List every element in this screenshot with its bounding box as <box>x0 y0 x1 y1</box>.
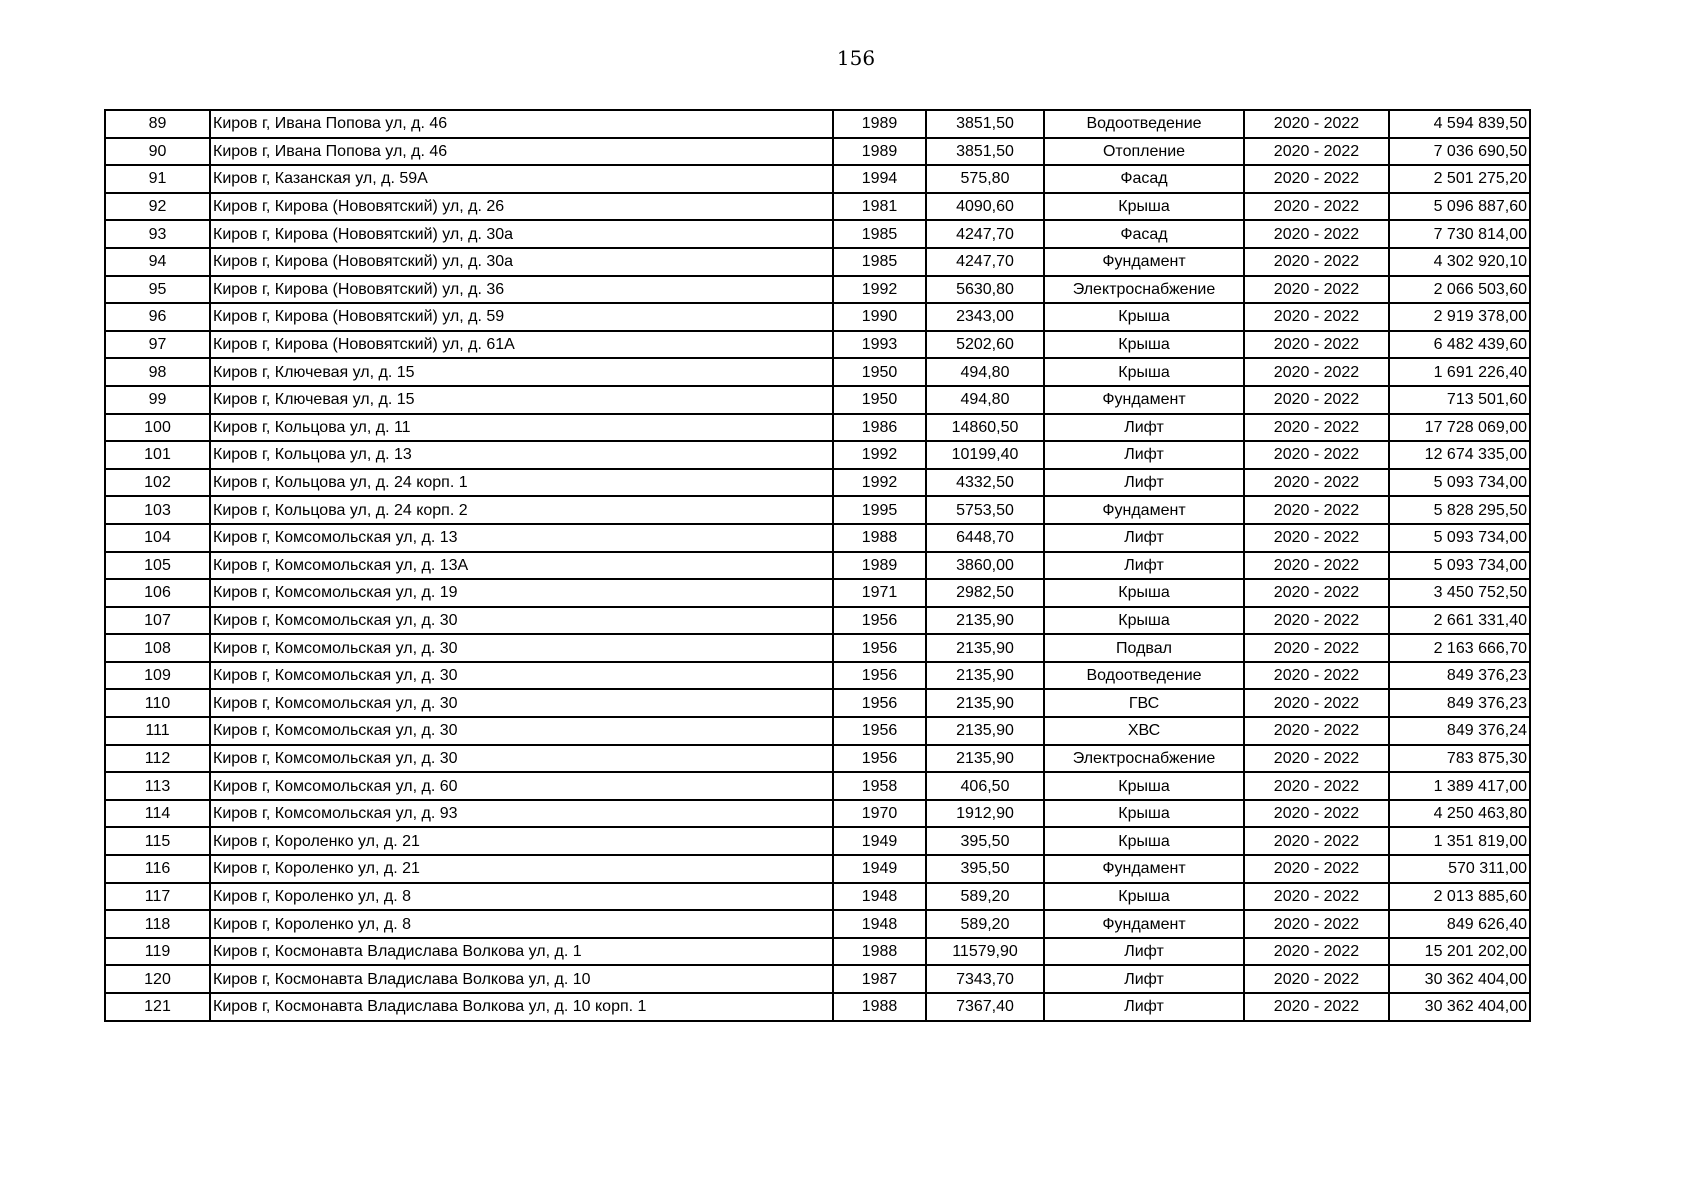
cost-cell: 5 828 295,50 <box>1389 496 1530 524</box>
row-number-cell: 95 <box>105 276 210 304</box>
cost-cell: 849 376,24 <box>1389 717 1530 745</box>
area-cell: 2135,90 <box>926 662 1044 690</box>
build-year-cell: 1981 <box>833 193 926 221</box>
build-year-cell: 1988 <box>833 938 926 966</box>
table-row <box>105 772 1530 800</box>
table-row <box>105 745 1530 773</box>
work-type-cell: Фасад <box>1044 220 1244 248</box>
table-row <box>105 358 1530 386</box>
build-year-cell: 1950 <box>833 386 926 414</box>
build-year-cell: 1992 <box>833 441 926 469</box>
table-row <box>105 552 1530 580</box>
row-number-cell: 119 <box>105 938 210 966</box>
area-cell: 2135,90 <box>926 689 1044 717</box>
row-number-cell: 112 <box>105 745 210 773</box>
period-cell: 2020 - 2022 <box>1244 358 1389 386</box>
build-year-cell: 1992 <box>833 276 926 304</box>
work-type-cell: Лифт <box>1044 441 1244 469</box>
row-number-cell: 93 <box>105 220 210 248</box>
period-cell: 2020 - 2022 <box>1244 138 1389 166</box>
row-number-cell: 98 <box>105 358 210 386</box>
table-row <box>105 634 1530 662</box>
register-table <box>104 109 1531 1022</box>
row-number-cell: 104 <box>105 524 210 552</box>
address-cell: Киров г, Кольцова ул, д. 24 корп. 2 <box>210 496 833 524</box>
build-year-cell: 1956 <box>833 662 926 690</box>
work-type-cell: Лифт <box>1044 965 1244 993</box>
work-type-cell: ХВС <box>1044 717 1244 745</box>
period-cell: 2020 - 2022 <box>1244 772 1389 800</box>
table-row <box>105 469 1530 497</box>
area-cell: 4247,70 <box>926 220 1044 248</box>
cost-cell: 4 302 920,10 <box>1389 248 1530 276</box>
work-type-cell: Крыша <box>1044 193 1244 221</box>
table-row <box>105 993 1530 1021</box>
area-cell: 7367,40 <box>926 993 1044 1021</box>
row-number-cell: 115 <box>105 827 210 855</box>
build-year-cell: 1985 <box>833 220 926 248</box>
row-number-cell: 89 <box>105 110 210 138</box>
area-cell: 4090,60 <box>926 193 1044 221</box>
table-row <box>105 110 1530 138</box>
work-type-cell: Фундамент <box>1044 910 1244 938</box>
period-cell: 2020 - 2022 <box>1244 910 1389 938</box>
address-cell: Киров г, Короленко ул, д. 8 <box>210 910 833 938</box>
work-type-cell: Фасад <box>1044 165 1244 193</box>
table-row <box>105 524 1530 552</box>
area-cell: 1912,90 <box>926 800 1044 828</box>
address-cell: Киров г, Комсомольская ул, д. 30 <box>210 634 833 662</box>
build-year-cell: 1987 <box>833 965 926 993</box>
address-cell: Киров г, Комсомольская ул, д. 13 <box>210 524 833 552</box>
area-cell: 6448,70 <box>926 524 1044 552</box>
work-type-cell: Водоотведение <box>1044 662 1244 690</box>
address-cell: Киров г, Комсомольская ул, д. 30 <box>210 717 833 745</box>
area-cell: 2343,00 <box>926 303 1044 331</box>
build-year-cell: 1990 <box>833 303 926 331</box>
cost-cell: 30 362 404,00 <box>1389 993 1530 1021</box>
area-cell: 11579,90 <box>926 938 1044 966</box>
period-cell: 2020 - 2022 <box>1244 993 1389 1021</box>
area-cell: 4247,70 <box>926 248 1044 276</box>
table-row <box>105 910 1530 938</box>
build-year-cell: 1993 <box>833 331 926 359</box>
area-cell: 5630,80 <box>926 276 1044 304</box>
cost-cell: 2 013 885,60 <box>1389 883 1530 911</box>
work-type-cell: Крыша <box>1044 303 1244 331</box>
table-row <box>105 441 1530 469</box>
address-cell: Киров г, Комсомольская ул, д. 30 <box>210 745 833 773</box>
period-cell: 2020 - 2022 <box>1244 883 1389 911</box>
address-cell: Киров г, Кольцова ул, д. 24 корп. 1 <box>210 469 833 497</box>
work-type-cell: Лифт <box>1044 524 1244 552</box>
cost-cell: 570 311,00 <box>1389 855 1530 883</box>
row-number-cell: 96 <box>105 303 210 331</box>
row-number-cell: 103 <box>105 496 210 524</box>
build-year-cell: 1989 <box>833 110 926 138</box>
table-body <box>105 110 1530 1021</box>
table-row <box>105 938 1530 966</box>
address-cell: Киров г, Ивана Попова ул, д. 46 <box>210 138 833 166</box>
area-cell: 4332,50 <box>926 469 1044 497</box>
cost-cell: 849 376,23 <box>1389 662 1530 690</box>
work-type-cell: Крыша <box>1044 607 1244 635</box>
period-cell: 2020 - 2022 <box>1244 110 1389 138</box>
build-year-cell: 1950 <box>833 358 926 386</box>
cost-cell: 4 594 839,50 <box>1389 110 1530 138</box>
row-number-cell: 102 <box>105 469 210 497</box>
row-number-cell: 105 <box>105 552 210 580</box>
period-cell: 2020 - 2022 <box>1244 607 1389 635</box>
row-number-cell: 92 <box>105 193 210 221</box>
build-year-cell: 1956 <box>833 745 926 773</box>
table-row <box>105 496 1530 524</box>
address-cell: Киров г, Комсомольская ул, д. 93 <box>210 800 833 828</box>
build-year-cell: 1958 <box>833 772 926 800</box>
row-number-cell: 91 <box>105 165 210 193</box>
table-row <box>105 303 1530 331</box>
period-cell: 2020 - 2022 <box>1244 552 1389 580</box>
period-cell: 2020 - 2022 <box>1244 662 1389 690</box>
row-number-cell: 110 <box>105 689 210 717</box>
address-cell: Киров г, Ивана Попова ул, д. 46 <box>210 110 833 138</box>
cost-cell: 1 351 819,00 <box>1389 827 1530 855</box>
cost-cell: 6 482 439,60 <box>1389 331 1530 359</box>
area-cell: 3860,00 <box>926 552 1044 580</box>
address-cell: Киров г, Кирова (Нововятский) ул, д. 61А <box>210 331 833 359</box>
work-type-cell: Фундамент <box>1044 855 1244 883</box>
address-cell: Киров г, Кирова (Нововятский) ул, д. 59 <box>210 303 833 331</box>
table-row <box>105 165 1530 193</box>
row-number-cell: 107 <box>105 607 210 635</box>
build-year-cell: 1988 <box>833 524 926 552</box>
period-cell: 2020 - 2022 <box>1244 855 1389 883</box>
address-cell: Киров г, Короленко ул, д. 21 <box>210 827 833 855</box>
address-cell: Киров г, Комсомольская ул, д. 30 <box>210 607 833 635</box>
build-year-cell: 1970 <box>833 800 926 828</box>
row-number-cell: 117 <box>105 883 210 911</box>
table-row <box>105 827 1530 855</box>
period-cell: 2020 - 2022 <box>1244 689 1389 717</box>
row-number-cell: 97 <box>105 331 210 359</box>
table-row <box>105 248 1530 276</box>
address-cell: Киров г, Короленко ул, д. 21 <box>210 855 833 883</box>
area-cell: 3851,50 <box>926 110 1044 138</box>
work-type-cell: Лифт <box>1044 414 1244 442</box>
period-cell: 2020 - 2022 <box>1244 745 1389 773</box>
period-cell: 2020 - 2022 <box>1244 276 1389 304</box>
row-number-cell: 90 <box>105 138 210 166</box>
address-cell: Киров г, Кольцова ул, д. 13 <box>210 441 833 469</box>
cost-cell: 12 674 335,00 <box>1389 441 1530 469</box>
work-type-cell: Подвал <box>1044 634 1244 662</box>
build-year-cell: 1994 <box>833 165 926 193</box>
cost-cell: 2 661 331,40 <box>1389 607 1530 635</box>
table-row <box>105 138 1530 166</box>
address-cell: Киров г, Комсомольская ул, д. 30 <box>210 662 833 690</box>
area-cell: 10199,40 <box>926 441 1044 469</box>
table-row <box>105 883 1530 911</box>
area-cell: 5753,50 <box>926 496 1044 524</box>
period-cell: 2020 - 2022 <box>1244 331 1389 359</box>
row-number-cell: 109 <box>105 662 210 690</box>
work-type-cell: Крыша <box>1044 331 1244 359</box>
build-year-cell: 1949 <box>833 827 926 855</box>
address-cell: Киров г, Кирова (Нововятский) ул, д. 26 <box>210 193 833 221</box>
cost-cell: 849 626,40 <box>1389 910 1530 938</box>
cost-cell: 5 093 734,00 <box>1389 552 1530 580</box>
row-number-cell: 106 <box>105 579 210 607</box>
cost-cell: 849 376,23 <box>1389 689 1530 717</box>
cost-cell: 713 501,60 <box>1389 386 1530 414</box>
work-type-cell: Крыша <box>1044 772 1244 800</box>
cost-cell: 4 250 463,80 <box>1389 800 1530 828</box>
table-row <box>105 386 1530 414</box>
build-year-cell: 1986 <box>833 414 926 442</box>
table-row <box>105 717 1530 745</box>
table-row <box>105 331 1530 359</box>
build-year-cell: 1989 <box>833 138 926 166</box>
build-year-cell: 1956 <box>833 689 926 717</box>
area-cell: 589,20 <box>926 910 1044 938</box>
address-cell: Киров г, Космонавта Владислава Волкова ул, д. 1 <box>210 938 833 966</box>
work-type-cell: Крыша <box>1044 827 1244 855</box>
address-cell: Киров г, Комсомольская ул, д. 13А <box>210 552 833 580</box>
row-number-cell: 114 <box>105 800 210 828</box>
area-cell: 494,80 <box>926 386 1044 414</box>
area-cell: 575,80 <box>926 165 1044 193</box>
build-year-cell: 1956 <box>833 717 926 745</box>
page-number: 156 <box>836 46 876 70</box>
work-type-cell: Крыша <box>1044 579 1244 607</box>
work-type-cell: Фундамент <box>1044 496 1244 524</box>
period-cell: 2020 - 2022 <box>1244 386 1389 414</box>
table-row <box>105 193 1530 221</box>
row-number-cell: 99 <box>105 386 210 414</box>
address-cell: Киров г, Комсомольская ул, д. 60 <box>210 772 833 800</box>
period-cell: 2020 - 2022 <box>1244 165 1389 193</box>
period-cell: 2020 - 2022 <box>1244 220 1389 248</box>
cost-cell: 2 163 666,70 <box>1389 634 1530 662</box>
address-cell: Киров г, Ключевая ул, д. 15 <box>210 358 833 386</box>
build-year-cell: 1988 <box>833 993 926 1021</box>
build-year-cell: 1956 <box>833 607 926 635</box>
build-year-cell: 1956 <box>833 634 926 662</box>
work-type-cell: Крыша <box>1044 358 1244 386</box>
area-cell: 3851,50 <box>926 138 1044 166</box>
area-cell: 2135,90 <box>926 634 1044 662</box>
work-type-cell: Фундамент <box>1044 386 1244 414</box>
row-number-cell: 94 <box>105 248 210 276</box>
row-number-cell: 120 <box>105 965 210 993</box>
work-type-cell: Лифт <box>1044 552 1244 580</box>
cost-cell: 15 201 202,00 <box>1389 938 1530 966</box>
address-cell: Киров г, Комсомольская ул, д. 19 <box>210 579 833 607</box>
build-year-cell: 1949 <box>833 855 926 883</box>
address-cell: Киров г, Казанская ул, д. 59А <box>210 165 833 193</box>
work-type-cell: Лифт <box>1044 993 1244 1021</box>
work-type-cell: Лифт <box>1044 938 1244 966</box>
period-cell: 2020 - 2022 <box>1244 496 1389 524</box>
cost-cell: 2 066 503,60 <box>1389 276 1530 304</box>
build-year-cell: 1971 <box>833 579 926 607</box>
cost-cell: 2 919 378,00 <box>1389 303 1530 331</box>
period-cell: 2020 - 2022 <box>1244 303 1389 331</box>
period-cell: 2020 - 2022 <box>1244 579 1389 607</box>
cost-cell: 1 389 417,00 <box>1389 772 1530 800</box>
row-number-cell: 101 <box>105 441 210 469</box>
area-cell: 395,50 <box>926 855 1044 883</box>
cost-cell: 5 093 734,00 <box>1389 469 1530 497</box>
address-cell: Киров г, Короленко ул, д. 8 <box>210 883 833 911</box>
address-cell: Киров г, Ключевая ул, д. 15 <box>210 386 833 414</box>
address-cell: Киров г, Космонавта Владислава Волкова ул, д. 10 корп. 1 <box>210 993 833 1021</box>
row-number-cell: 113 <box>105 772 210 800</box>
row-number-cell: 116 <box>105 855 210 883</box>
work-type-cell: Крыша <box>1044 800 1244 828</box>
period-cell: 2020 - 2022 <box>1244 248 1389 276</box>
table-row <box>105 689 1530 717</box>
area-cell: 494,80 <box>926 358 1044 386</box>
cost-cell: 783 875,30 <box>1389 745 1530 773</box>
area-cell: 7343,70 <box>926 965 1044 993</box>
period-cell: 2020 - 2022 <box>1244 717 1389 745</box>
work-type-cell: Фундамент <box>1044 248 1244 276</box>
area-cell: 2982,50 <box>926 579 1044 607</box>
area-cell: 2135,90 <box>926 717 1044 745</box>
table-row <box>105 579 1530 607</box>
area-cell: 2135,90 <box>926 607 1044 635</box>
row-number-cell: 100 <box>105 414 210 442</box>
period-cell: 2020 - 2022 <box>1244 414 1389 442</box>
cost-cell: 17 728 069,00 <box>1389 414 1530 442</box>
cost-cell: 2 501 275,20 <box>1389 165 1530 193</box>
period-cell: 2020 - 2022 <box>1244 193 1389 221</box>
address-cell: Киров г, Кирова (Нововятский) ул, д. 30а <box>210 248 833 276</box>
table-row <box>105 965 1530 993</box>
area-cell: 395,50 <box>926 827 1044 855</box>
area-cell: 5202,60 <box>926 331 1044 359</box>
period-cell: 2020 - 2022 <box>1244 524 1389 552</box>
row-number-cell: 108 <box>105 634 210 662</box>
row-number-cell: 111 <box>105 717 210 745</box>
area-cell: 406,50 <box>926 772 1044 800</box>
cost-cell: 7 730 814,00 <box>1389 220 1530 248</box>
table-row <box>105 800 1530 828</box>
period-cell: 2020 - 2022 <box>1244 827 1389 855</box>
build-year-cell: 1995 <box>833 496 926 524</box>
table-row <box>105 607 1530 635</box>
area-cell: 589,20 <box>926 883 1044 911</box>
build-year-cell: 1992 <box>833 469 926 497</box>
work-type-cell: Отопление <box>1044 138 1244 166</box>
table-row <box>105 414 1530 442</box>
period-cell: 2020 - 2022 <box>1244 441 1389 469</box>
cost-cell: 30 362 404,00 <box>1389 965 1530 993</box>
work-type-cell: Крыша <box>1044 883 1244 911</box>
period-cell: 2020 - 2022 <box>1244 634 1389 662</box>
period-cell: 2020 - 2022 <box>1244 469 1389 497</box>
table-row <box>105 662 1530 690</box>
build-year-cell: 1948 <box>833 883 926 911</box>
area-cell: 2135,90 <box>926 745 1044 773</box>
row-number-cell: 121 <box>105 993 210 1021</box>
cost-cell: 5 096 887,60 <box>1389 193 1530 221</box>
table-row <box>105 276 1530 304</box>
work-type-cell: Водоотведение <box>1044 110 1244 138</box>
address-cell: Киров г, Космонавта Владислава Волкова ул, д. 10 <box>210 965 833 993</box>
work-type-cell: ГВС <box>1044 689 1244 717</box>
address-cell: Киров г, Кольцова ул, д. 11 <box>210 414 833 442</box>
period-cell: 2020 - 2022 <box>1244 938 1389 966</box>
cost-cell: 5 093 734,00 <box>1389 524 1530 552</box>
row-number-cell: 118 <box>105 910 210 938</box>
build-year-cell: 1985 <box>833 248 926 276</box>
work-type-cell: Лифт <box>1044 469 1244 497</box>
period-cell: 2020 - 2022 <box>1244 965 1389 993</box>
period-cell: 2020 - 2022 <box>1244 800 1389 828</box>
work-type-cell: Электроснабжение <box>1044 276 1244 304</box>
cost-cell: 1 691 226,40 <box>1389 358 1530 386</box>
build-year-cell: 1989 <box>833 552 926 580</box>
cost-cell: 7 036 690,50 <box>1389 138 1530 166</box>
address-cell: Киров г, Комсомольская ул, д. 30 <box>210 689 833 717</box>
table-row <box>105 855 1530 883</box>
area-cell: 14860,50 <box>926 414 1044 442</box>
work-type-cell: Электроснабжение <box>1044 745 1244 773</box>
address-cell: Киров г, Кирова (Нововятский) ул, д. 36 <box>210 276 833 304</box>
cost-cell: 3 450 752,50 <box>1389 579 1530 607</box>
build-year-cell: 1948 <box>833 910 926 938</box>
address-cell: Киров г, Кирова (Нововятский) ул, д. 30а <box>210 220 833 248</box>
table-row <box>105 220 1530 248</box>
